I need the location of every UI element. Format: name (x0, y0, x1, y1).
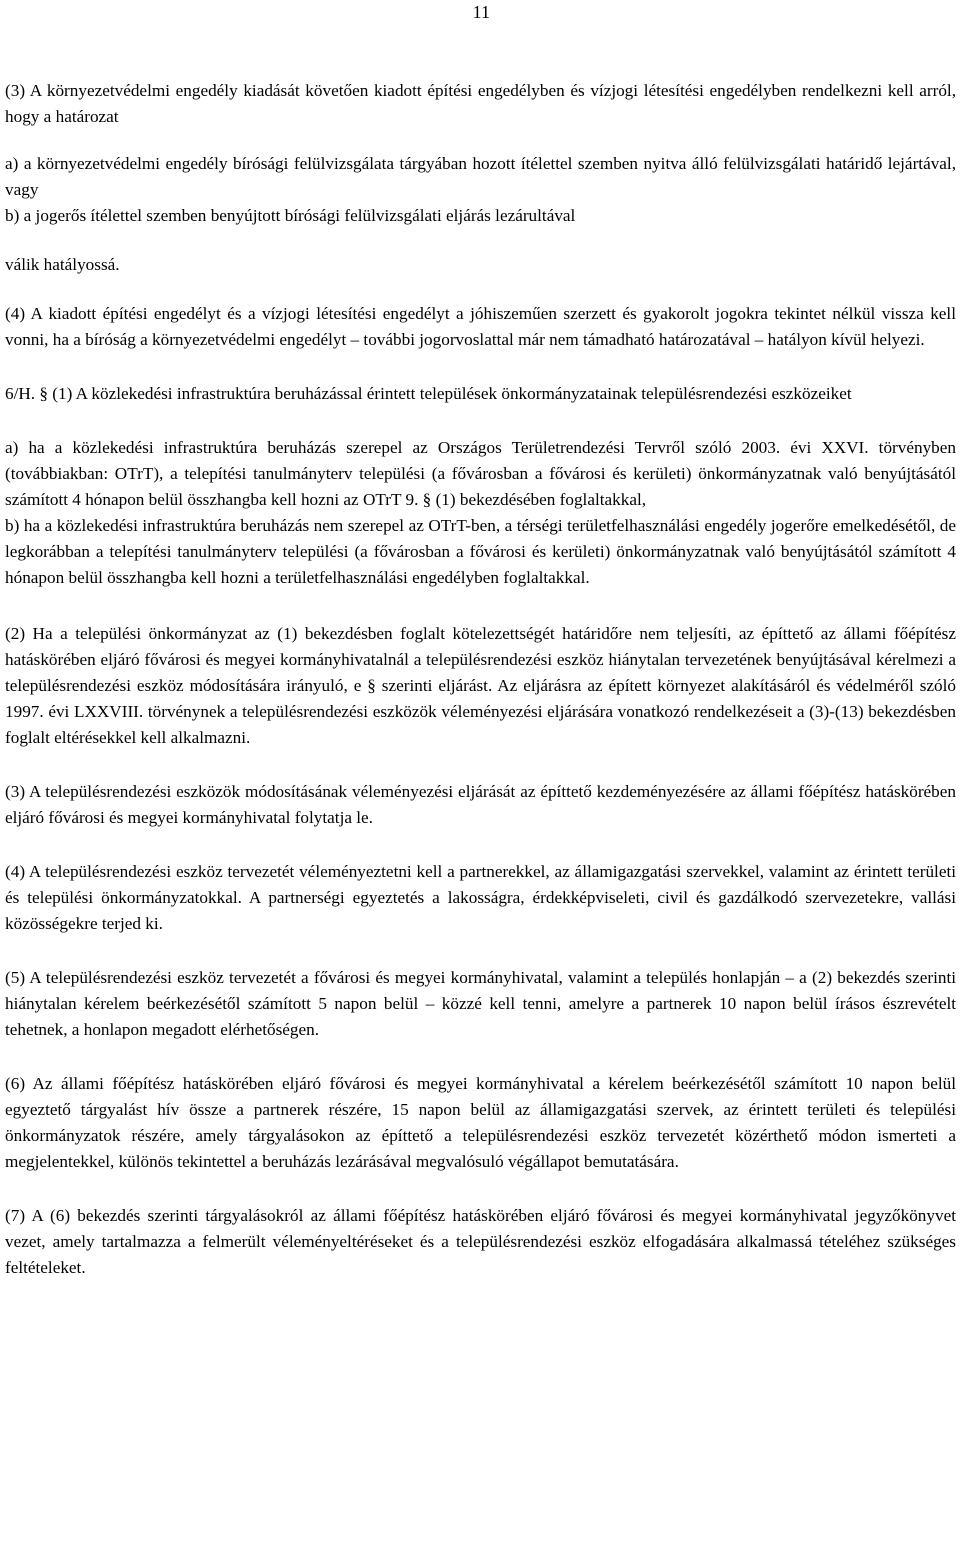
paragraph-6h-1-point-b: b) ha a közlekedési infrastruktúra beruházás nem szerepel az OTrT-ben, a térségi területfelhasználási engedély jogerőre emelkedésétől, de legkorábban a telepítési tanulmányterv települési (a fővárosban a fővárosi és kerületi) önkormányzatnak való benyújtásától számított 4 hónapon belül összhangba kell hozni a területfelhasználási engedélyben foglaltakkal. (5, 516, 956, 587)
paragraph-6g-3-point-b: b) a jogerős ítélettel szemben benyújtott bírósági felülvizsgálati eljárás lezárultával (5, 206, 576, 225)
paragraph-6h-7: (7) A (6) bekezdés szerinti tárgyalásokról az állami főépítész hatáskörében eljáró fővárosi és megyei kormányhivatal jegyzőkönyvet vezet, amely tartalmazza a felmerült véleményeltéréseket és a településrendezési eszköz elfogadására alkalmassá tételéhez szükséges feltételeket. (5, 1206, 956, 1277)
paragraph-6g-3-closing: válik hatályossá. (5, 255, 120, 274)
paragraph-6g-3-intro: (3) A környezetvédelmi engedély kiadását követően kiadott építési engedélyben és vízjogi létesítési engedélyben rendelkezni kell arról, hogy a határozat (5, 81, 956, 126)
document-body (5, 78, 956, 1281)
paragraph-6g-4: (4) A kiadott építési engedélyt és a vízjogi létesítési engedélyt a jóhiszeműen szerzett és gyakorolt jogokra tekintet nélkül vissza kell vonni, ha a bíróság a környezetvédelmi engedélyt – további jogorvoslattal már nem támadható határozatával – hatályon kívül helyezi. (5, 304, 956, 349)
paragraph-6h-4: (4) A településrendezési eszköz tervezetét véleményeztetni kell a partnerekkel, az államigazgatási szervekkel, valamint az érintett területi és települési önkormányzatokkal. A partnerségi egyeztetés a lakosságra, érdekképviseleti, civil és gazdálkodó szervezetekre, vallási közösségekre terjed ki. (5, 862, 956, 933)
paragraph-6g-3-point-a: a) a környezetvédelmi engedély bírósági felülvizsgálata tárgyában hozott ítélettel szemben nyitva álló felülvizsgálati határidő lejártával, vagy (5, 154, 956, 199)
paragraph-6h-1-intro: 6/H. § (1) A közlekedési infrastruktúra beruházással érintett települések önkormányzatainak településrendezési eszközeiket (5, 384, 852, 403)
paragraph-6h-1-point-a: a) ha a közlekedési infrastruktúra beruházás szerepel az Országos Területrendezési Tervről szóló 2003. évi XXVI. törvényben (továbbiakban: OTrT), a telepítési tanulmányterv települési (a fővárosban a fővárosi és kerületi) önkormányzatnak való benyújtásától számított 4 hónapon belül összhangba kell hozni az OTrT 9. § (1) bekezdésében foglaltakkal, (5, 438, 956, 509)
page-number: 11 (472, 2, 490, 22)
paragraph-6h-6: (6) Az állami főépítész hatáskörében eljáró fővárosi és megyei kormányhivatal a kérelem beérkezésétől számított 10 napon belül egyeztető tárgyalást hív össze a partnerek részére, 15 napon belül az államigazgatási szervek, az érintett területi és települési önkormányzatok részére, amely tárgyalásokon az építtető a településrendezési eszköz tervezetét közérthető módon ismerteti a megjelentekkel, különös tekintettel a beruházás lezárásával megvalósuló végállapot bemutatására. (5, 1074, 956, 1171)
paragraph-6h-5: (5) A településrendezési eszköz tervezetét a fővárosi és megyei kormányhivatal, valamint a település honlapján – a (2) bekezdés szerinti hiánytalan kérelem beérkezésétől számított 5 napon belül – közzé kell tenni, amelyre a partnerek 10 napon belül írásos észrevételt tehetnek, a honlapon megadott elérhetőségen. (5, 968, 956, 1039)
paragraph-6h-2: (2) Ha a települési önkormányzat az (1) bekezdésben foglalt kötelezettségét határidőre nem teljesíti, az építtető az állami főépítész hatáskörében eljáró fővárosi és megyei kormányhivatalnál a településrendezési eszköz hiánytalan tervezetének benyújtásával kérelmezi a településrendezési eszköz módosítására irányuló, e § szerinti eljárást. Az eljárásra az épített környezet alakításáról és védelméről szóló 1997. évi LXXVIII. törvénynek a településrendezési eszközök véleményezési eljárására vonatkozó rendelkezéseit a (3)-(13) bekezdésben foglalt eltérésekkel kell alkalmazni. (5, 624, 956, 747)
paragraph-6h-3: (3) A településrendezési eszközök módosításának véleményezési eljárását az építtető kezdeményezésére az állami főépítész hatáskörében eljáró fővárosi és megyei kormányhivatal folytatja le. (5, 782, 956, 827)
